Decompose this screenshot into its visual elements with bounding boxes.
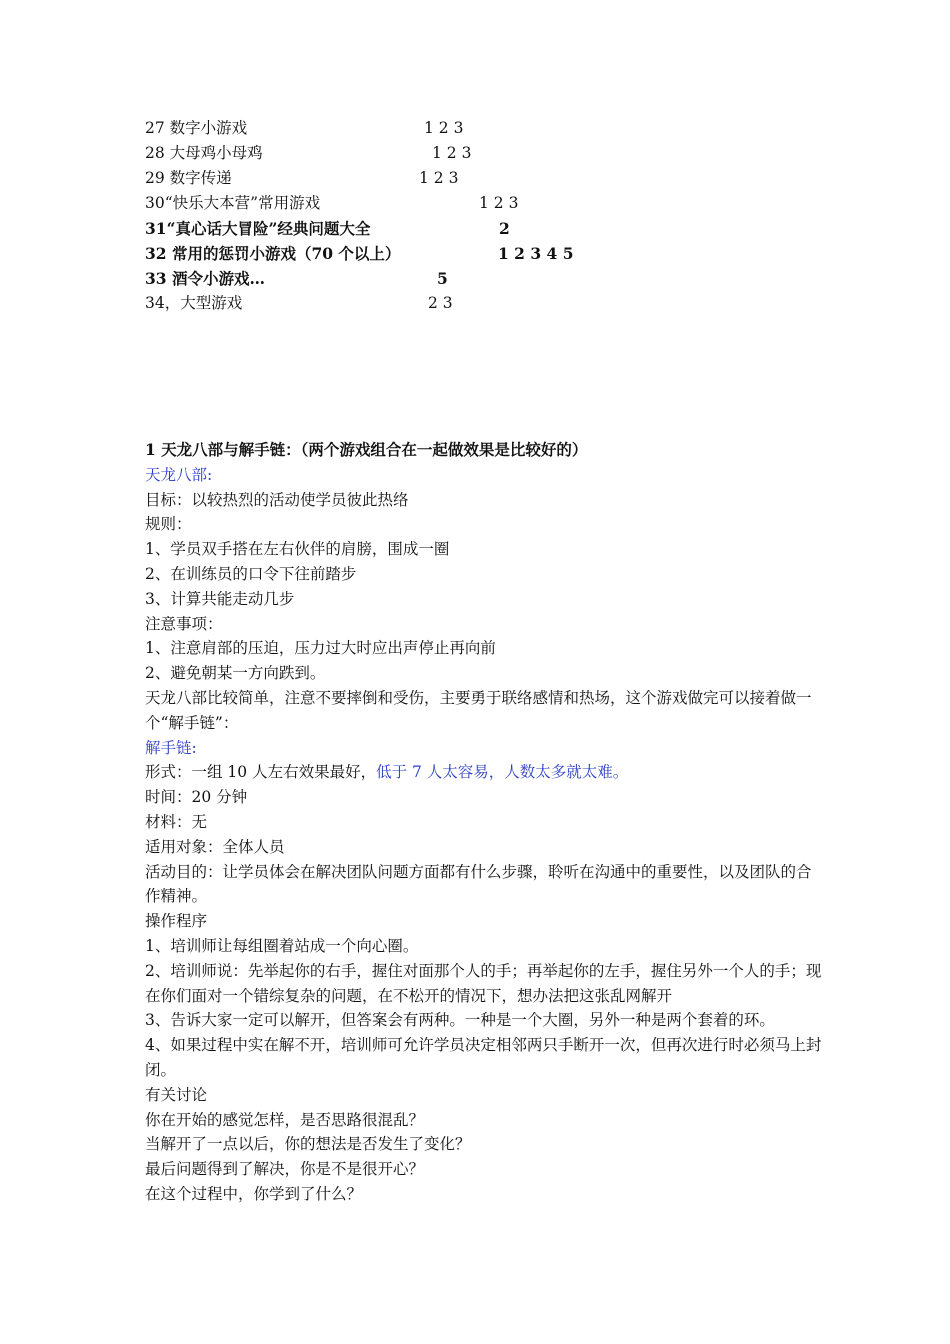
procedure-step: 2、培训师说：先举起你的右手，握住对面那个人的手；再举起你的左手，握住另外一个人的手；现在你们面对一个错综复杂的问题，在不松开的情况下，想办法把这张乱网解开	[145, 961, 822, 1005]
toc-numbers: 1 2 3	[432, 144, 472, 162]
material-line: 材料：无	[145, 812, 208, 831]
procedure-label: 操作程序	[145, 912, 208, 931]
rules-label: 规则：	[145, 515, 192, 534]
toc-numbers: 1 2 3	[479, 194, 519, 212]
rule-item: 1、学员双手搭在左右伙伴的肩膀，围成一圈	[145, 540, 450, 559]
procedure-step: 3、告诉大家一定可以解开，但答案会有两种。一种是一个大圈，另外一种是两个套着的环。	[145, 1011, 775, 1030]
audience-line: 适用对象：全体人员	[145, 837, 285, 856]
toc-label: 27 数字小游戏	[145, 119, 248, 137]
toc-label: 34，大型游戏	[145, 294, 243, 312]
toc-numbers: 1 2 3	[419, 169, 459, 187]
toc-row	[145, 191, 845, 216]
procedure-step: 4、如果过程中实在解不开，培训师可允许学员决定相邻两只手断开一次，但再次进行时必须马上封闭。	[145, 1036, 822, 1079]
toc-row	[145, 166, 845, 191]
toc-row	[145, 291, 845, 316]
discussion-question: 在这个过程中，你学到了什么？	[145, 1184, 363, 1203]
discussion-label: 有关讨论	[145, 1085, 208, 1104]
purpose-paragraph: 活动目的：让学员体会在解决团队问题方面都有什么步骤，聆听在沟通中的重要性，以及团队的合作精神。	[145, 862, 812, 906]
time-line: 时间：20 分钟	[145, 788, 248, 807]
form-note: 低于 7 人太容易，人数太多就太难。	[376, 763, 629, 782]
note-item: 2、避免朝某一方向跌到。	[145, 664, 326, 683]
note-item: 1、注意肩部的压迫，压力过大时应出声停止再向前	[145, 639, 496, 658]
toc-label: 30“快乐大本营”常用游戏	[145, 194, 321, 212]
goal-text: 目标：以较热烈的活动使学员彼此热络	[145, 490, 409, 509]
toc-numbers: 1 2 3 4 5	[498, 244, 574, 263]
toc-numbers: 5	[437, 269, 448, 288]
toc-label: 28 大母鸡小母鸡	[145, 144, 263, 162]
rule-item: 3、计算共能走动几步	[145, 589, 295, 608]
toc-row	[145, 141, 845, 166]
toc-label: 32 常用的惩罚小游戏（70 个以上）	[145, 244, 401, 263]
summary-paragraph: 天龙八部比较简单，注意不要摔倒和受伤，主要勇于联络感情和热场，这个游戏做完可以接着做一个“解手链”：	[145, 688, 812, 732]
toc-numbers: 2 3	[428, 294, 453, 312]
form-line	[145, 760, 825, 785]
game-index-list	[145, 116, 845, 316]
notes-label: 注意事项：	[145, 614, 223, 633]
toc-label: 33 酒令小游戏…	[145, 269, 265, 288]
toc-label: 29 数字传递	[145, 169, 232, 187]
toc-row	[145, 241, 845, 266]
section-body	[145, 438, 825, 1207]
form-text: 形式：一组 10 人左右效果最好，	[145, 763, 377, 782]
toc-label: 31“真心话大冒险”经典问题大全	[145, 219, 371, 238]
discussion-question: 当解开了一点以后，你的想法是否发生了变化？	[145, 1135, 471, 1154]
discussion-question: 最后问题得到了解决，你是不是很开心？	[145, 1160, 425, 1179]
discussion-question: 你在开始的感觉怎样，是否思路很混乱？	[145, 1110, 425, 1129]
toc-row	[145, 216, 845, 241]
rule-item: 2、在训练员的口令下往前踏步	[145, 564, 357, 583]
toc-row	[145, 116, 845, 141]
toc-numbers: 2	[499, 219, 510, 238]
toc-row	[145, 266, 845, 291]
subheading-jieshoulian: 解手链:	[145, 738, 197, 757]
subheading-tianlong: 天龙八部:	[145, 465, 213, 484]
procedure-step: 1、培训师让每组圈着站成一个向心圈。	[145, 936, 419, 955]
toc-numbers: 1 2 3	[424, 119, 464, 137]
section-heading: 1 天龙八部与解手链：（两个游戏组合在一起做效果是比较好的）	[145, 440, 588, 459]
